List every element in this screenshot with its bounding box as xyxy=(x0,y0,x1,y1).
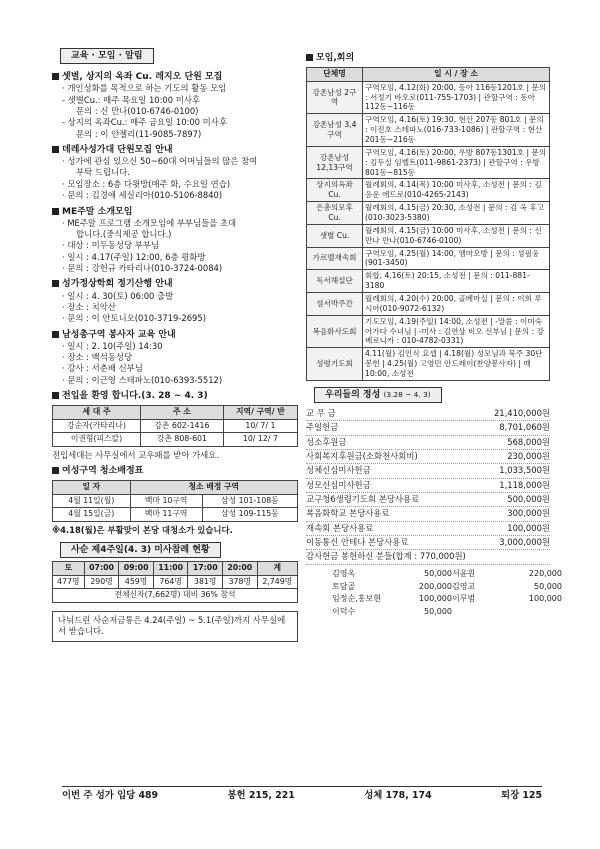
meetings-header: 모임,회의 xyxy=(306,52,550,64)
schedule-text: 구역모임, 4.16(토) 19:30, 현산 207동 801호 | 문의 : 이진호 스테파노(016-733-1086) | 관할구역 : 현산 201동~216동 xyxy=(363,114,550,147)
schedule-text: 4.11(월) 김인식 요셉 | 4.18(월) 성모님과 묵주 30단 봉헌 | 4.25(월) 고영민 안드레이(찬양봉사자) | 매 10:00, 소성전 xyxy=(363,348,550,381)
hymn-entrance: 이번 주 성가 입당 489 xyxy=(62,790,159,801)
table-row xyxy=(307,146,550,179)
offer-amount: 568,000원 xyxy=(507,436,550,447)
cleaning-table xyxy=(52,480,298,522)
section-header: 교육 · 모임 · 알림 xyxy=(60,48,154,64)
offer-label: 주일헌금 xyxy=(306,422,339,433)
cleaning-note: ※4.18(월)은 부활맞이 본당 대청소가 있습니다. xyxy=(52,524,233,535)
th: 20:00 xyxy=(223,562,258,576)
offer-row xyxy=(306,479,550,493)
td: 4월 15일(금) xyxy=(53,508,131,522)
s2-title: 데레사성가대 단원모집 안내 xyxy=(52,144,298,156)
td: 381명 xyxy=(188,575,223,589)
th: 09:00 xyxy=(119,562,154,576)
text-line: · 성가에 관심 있으신 50~60대 어머님들의 많은 참여 xyxy=(62,156,258,167)
donor-name: 김영교 xyxy=(452,581,476,591)
td: 전체신자(7,662명) 대비 36% 참석 xyxy=(53,589,298,603)
text-line: 문의 : 이 안젤리(11-9085-7897) xyxy=(76,128,202,139)
schedule-text: 월례회의, 4.20(수) 20:00, 골베마실 | 문의 : 이희 루시아(010-9072-6132) xyxy=(363,292,550,315)
text-line: · 문의 : 김경애 세실리아(010-5106-8840) xyxy=(62,190,223,201)
left-column xyxy=(52,48,298,642)
table-row xyxy=(307,224,550,247)
offer-list xyxy=(306,407,550,550)
text-line: · 문의 : 이 안토니오(010-3719-2695) xyxy=(62,313,206,324)
offer-amount: 8,701,060원 xyxy=(499,422,550,433)
donor-name: 임정순,홍보현 xyxy=(332,594,381,604)
schedule-text: 구역모임, 4.12(화) 20:00, 동아 116동1201호 | 문의 : 서정기 바오로(011-755-1703) | 관할구역 : 동아 112동~116동 xyxy=(363,81,550,114)
offer-row xyxy=(306,436,550,450)
td: 백마 11구역 xyxy=(130,508,202,522)
table-row xyxy=(307,292,550,315)
donor-name: 이덕수 xyxy=(332,607,356,617)
td: 2,749명 xyxy=(257,575,297,589)
newcomers-note: 전입세대는 사무실에서 교우패를 받아 가세요. xyxy=(52,449,220,460)
offer-row xyxy=(306,536,550,550)
group-name: 독서해설단 xyxy=(307,270,363,293)
td: 이권형(피스칼) xyxy=(53,433,141,447)
text-line: - 상지의 옥좌Cu.: 매주 금요일 10:00 미사후 xyxy=(62,117,227,128)
td: 백마 10구역 xyxy=(130,494,202,508)
text-line: · 일시 : 2. 10(주일) 14:30 xyxy=(62,340,163,351)
offer-label: 성체신심미사헌금 xyxy=(306,465,371,476)
schedule-text: 회합, 4.16(토) 20:15, 소성전 | 문의 : 011-881-3180 xyxy=(363,270,550,293)
th: 일 자 xyxy=(53,481,131,495)
schedule-text: 구역모임, 4.25(월) 14:00, 엠마오방 | 문의 : 성필웅(901-3450) xyxy=(363,247,550,270)
donor-grid xyxy=(306,568,562,618)
table-row xyxy=(307,270,550,293)
s7-title: 여성구역 청소배정표 xyxy=(52,465,298,477)
table-row xyxy=(307,114,550,147)
text-line: · 문의 : 이근영 스테파노(010-6393-5512) xyxy=(62,374,223,385)
th: 지역/ 구역/ 반 xyxy=(223,406,297,420)
td: 4월 11일(월) xyxy=(53,494,131,508)
offer-amount: 1,118,000원 xyxy=(499,479,550,490)
offer-amount: 1,033,500원 xyxy=(499,465,550,476)
donor-amount: 50,000 xyxy=(424,568,452,578)
th: 07:00 xyxy=(84,562,119,576)
td: 764명 xyxy=(153,575,188,589)
group-name: 강촌남성 12,13구역 xyxy=(307,146,363,179)
offer-row xyxy=(306,421,550,435)
offer-row xyxy=(306,507,550,521)
table-row xyxy=(53,575,298,589)
donor-amount: 220,000 xyxy=(528,568,562,578)
donor-amount xyxy=(512,607,562,618)
square-bullet-icon xyxy=(52,146,59,153)
donor-amount: 200,000 xyxy=(418,581,452,591)
offer-row xyxy=(306,522,550,536)
table-row xyxy=(307,81,550,114)
text-line: · 장소 : 치악산 xyxy=(62,301,116,312)
offer-header: 우리들의 정성 (3.28 ~ 4. 3) xyxy=(314,387,442,403)
group-name: 가르멜재속회 xyxy=(307,247,363,270)
s5-title: 남성총구역 봉사자 교육 안내 xyxy=(52,329,298,341)
td: 290명 xyxy=(84,575,119,589)
group-name: 상지의옥좌 Cu. xyxy=(307,179,363,202)
group-name: 은총의모후 Cu. xyxy=(307,202,363,225)
td: 378명 xyxy=(223,575,258,589)
offer-label: 교구청6생령기도회 본당사용료 xyxy=(306,494,420,505)
text-line: · 대상 : 미두동성당 부부님 xyxy=(62,240,160,251)
table-row xyxy=(53,494,298,508)
meetings-table xyxy=(306,67,550,381)
td: 459명 xyxy=(119,575,154,589)
donor-name xyxy=(452,607,512,618)
offer-label: 복음화학교 본당사용료 xyxy=(306,508,390,519)
mass-header: 사순 제4주일(4. 3) 미사참례 현황 xyxy=(60,542,221,558)
square-bullet-icon xyxy=(52,467,59,474)
td: 삼성 109-115동 xyxy=(202,508,297,522)
th: 주 소 xyxy=(140,406,223,420)
table-row xyxy=(307,247,550,270)
th: 일 시 / 장 소 xyxy=(363,68,550,82)
hymns-footer xyxy=(62,786,542,803)
offer-label: 성소후원금 xyxy=(306,436,347,447)
hymn-offertory: 봉헌 215, 221 xyxy=(227,790,295,801)
notice-box: 나눠드린 사순저금통은 4.24(주일) ~ 5.1(주일)까지 사무실에서 받습니다. xyxy=(52,611,298,642)
schedule-text: 월례회의, 4.15(금) 10:00 미사후, 소성전 | 문의 : 신만나 만나(010-6746-0100) xyxy=(363,224,550,247)
s6-title: 전입을 환영 합니다.(3. 28 ~ 4. 3) xyxy=(52,390,298,402)
donor-name: 김영옥 xyxy=(332,568,356,578)
group-name: 강촌남성 2구역 xyxy=(307,81,363,114)
table-row xyxy=(307,315,550,348)
text-line: 합니다.(중식제공 합니다.) xyxy=(76,229,172,239)
th: 단체명 xyxy=(307,68,363,82)
text-line: · 장소 : 백석동성당 xyxy=(62,352,133,363)
donor-name: 서윤원 xyxy=(452,568,476,578)
offer-label: 사회복지후원금(소화천사회비) xyxy=(306,451,418,462)
text-line: 부탁 드립니다. xyxy=(76,167,130,178)
text-line: - 샛별Cu.: 매주 목요일 10:00 미사후 xyxy=(62,94,201,105)
td: 10/ 7/ 1 xyxy=(223,419,297,433)
offer-amount: 230,000원 xyxy=(507,451,550,462)
text-line: · 모임장소 : 6층 다윗방(매주 화, 수요일 연습) xyxy=(62,178,231,189)
td: 강순자(카타리나) xyxy=(53,419,141,433)
text-line: · 강사 : 서춘배 신부님 xyxy=(62,363,143,374)
table-row xyxy=(307,202,550,225)
s3-title: ME주말 소개모임 xyxy=(52,206,298,218)
table-row xyxy=(53,419,298,433)
square-bullet-icon xyxy=(306,54,313,61)
text-line: · 문의 : 강헌규 카타리나(010-3724-0084) xyxy=(62,263,223,274)
square-bullet-icon xyxy=(52,208,59,215)
table-row xyxy=(307,348,550,381)
offer-amount: 300,000원 xyxy=(507,508,550,519)
offer-amount: 21,410,000원 xyxy=(493,408,550,418)
schedule-text: 월례회의, 4.15(금) 20:30, 소성전 | 문의 : 김 옥 후고(010-3023-5380) xyxy=(363,202,550,225)
mass-table xyxy=(52,561,298,603)
offer-label: 재속회 본당사용료 xyxy=(306,522,374,533)
th: 11:00 xyxy=(153,562,188,576)
text-line: 문의 : 신 만나(010-6746-0100) xyxy=(76,105,199,116)
offer-row xyxy=(306,407,550,421)
group-name: 샛별 Cu. xyxy=(307,224,363,247)
td: 강촌 808-601 xyxy=(140,433,223,447)
thanks-row: 감사헌금 봉헌하신 분들(합계 : 770,000원) xyxy=(306,550,550,564)
offer-label: 성모신심미사헌금 xyxy=(306,479,371,490)
text-line: · 일시 : 4. 30(토) 06:00 출발 xyxy=(62,290,174,301)
square-bullet-icon xyxy=(52,73,59,80)
offer-amount: 100,000원 xyxy=(507,522,550,533)
table-row xyxy=(307,179,550,202)
donor-name: 토담골 xyxy=(332,581,356,591)
right-column xyxy=(306,48,562,618)
donor-amount: 100,000 xyxy=(418,594,452,604)
newcomers-table xyxy=(52,405,298,447)
s4-title: 성가정상학회 정기산행 안내 xyxy=(52,278,298,290)
text-line: · 일시 : 4.17(주일) 12:00, 6층 평화방 xyxy=(62,251,206,262)
donor-amount: 50,000 xyxy=(534,581,562,591)
offer-row xyxy=(306,450,550,464)
th: 17:00 xyxy=(188,562,223,576)
td: 삼성 101-108동 xyxy=(202,494,297,508)
th: 토 xyxy=(53,562,85,576)
offer-row xyxy=(306,464,550,478)
offer-label: 교 무 금 xyxy=(306,408,336,418)
offer-label: 이동통신 안테나 본당사용료 xyxy=(306,537,409,548)
table-row xyxy=(53,433,298,447)
th: 청소 배정 구역 xyxy=(130,481,297,495)
donor-amount: 50,000 xyxy=(424,607,452,617)
group-name: 복음화사도회 xyxy=(307,315,363,348)
donor-amount: 100,000 xyxy=(528,594,562,604)
td: 477명 xyxy=(53,575,85,589)
text-line: · 개인성화를 목적으로 하는 기도의 활동 모임 xyxy=(62,83,227,94)
th: 세 대 주 xyxy=(53,406,141,420)
table-row xyxy=(53,508,298,522)
offer-amount: 3,000,000원 xyxy=(499,537,550,548)
offer-row xyxy=(306,493,550,507)
square-bullet-icon xyxy=(52,331,59,338)
schedule-text: 월례회의, 4.14(목) 10:00 미사후, 소성전 | 문의 : 김응운 에드로(010-4265-2143) xyxy=(363,179,550,202)
schedule-text: 기도모임, 4.19(주일) 14:00, 소성전 | -말씀 : 이미숙 아가다 수녀님 | -미사 : 김연상 비오 신부님 | 문의 : 강 베로니카 : 010-4782-0331) xyxy=(363,315,550,348)
th: 계 xyxy=(257,562,297,576)
hymn-recessional: 퇴장 125 xyxy=(501,790,542,801)
group-name: 섬서박주간 xyxy=(307,292,363,315)
square-bullet-icon xyxy=(52,392,59,399)
offer-amount: 500,000원 xyxy=(507,494,550,505)
donor-name: 이무범 xyxy=(452,594,476,604)
square-bullet-icon xyxy=(52,280,59,287)
group-name: 강촌남성 3,4구역 xyxy=(307,114,363,147)
text-line: · ME주말 프로그램 소개모임에 부부님들을 초대 xyxy=(62,217,237,228)
schedule-text: 구역모임, 4.16(토) 20:00, 우방 807동1301호 | 문의 : 김두실 임벨트(011-9861-2373) | 관할구역 : 우방 801동~815동 xyxy=(363,146,550,179)
group-name: 성령기도회 xyxy=(307,348,363,381)
td: 강촌 602-1416 xyxy=(140,419,223,433)
s1-title: 셋별, 상지의 옥좌 Cu. 레지오 단원 모집 xyxy=(52,71,298,83)
hymn-communion: 성체 178, 174 xyxy=(364,790,432,801)
td: 10/ 12/ 7 xyxy=(223,433,297,447)
